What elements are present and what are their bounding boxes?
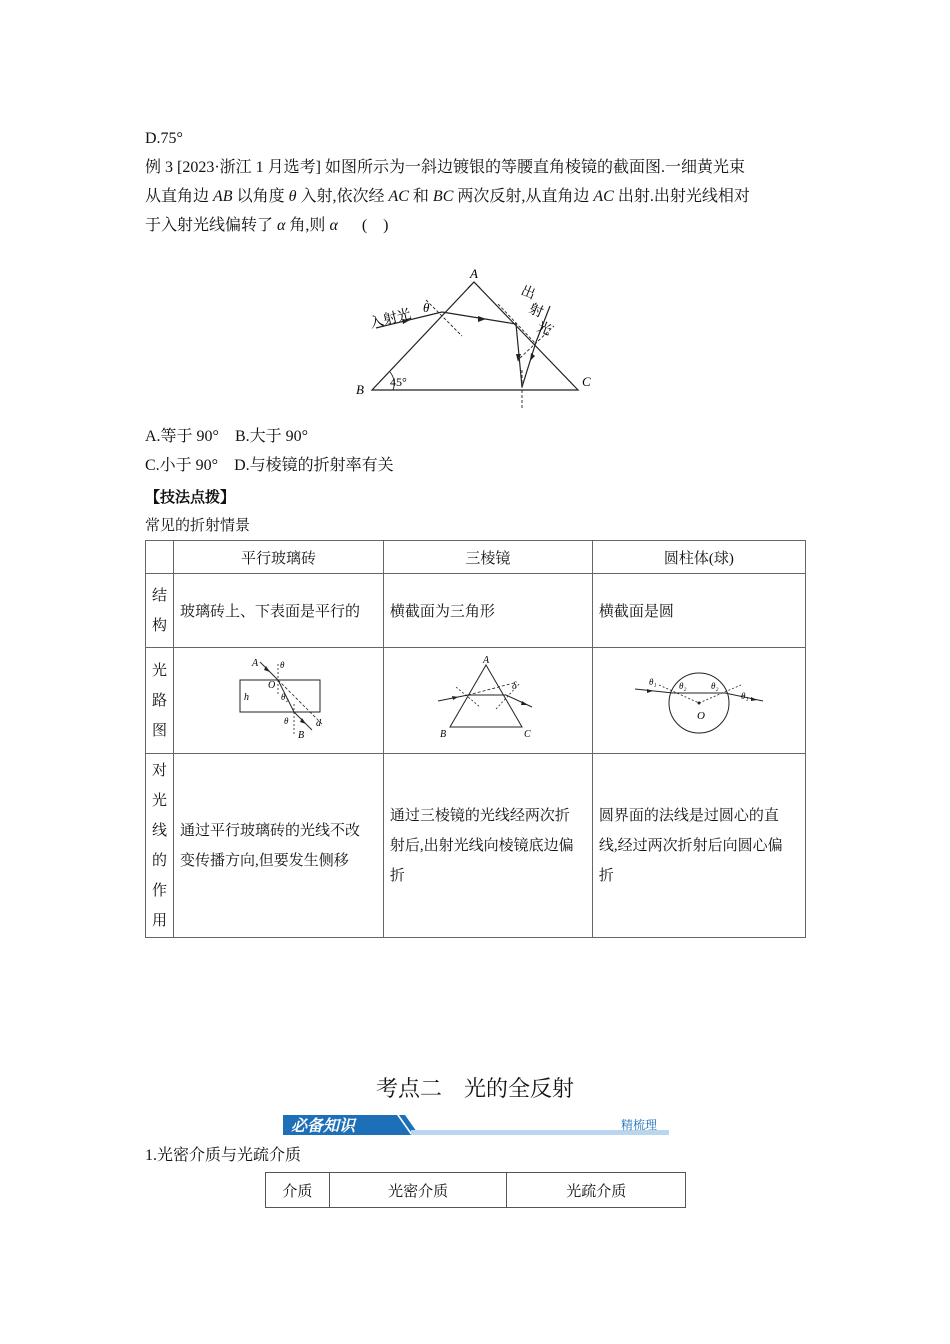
table-caption: 常见的折射情景 xyxy=(145,518,251,534)
vertex-a-label: A xyxy=(470,266,478,281)
options-row-1: A.等于 90° B.大于 90° xyxy=(145,428,309,445)
table-header-row xyxy=(146,541,806,574)
svg-text:O: O xyxy=(696,710,705,722)
svg-text:B: B xyxy=(439,729,446,740)
example-line-1: 例 3 [2023·浙江 1 月选考] 如图所示为一斜边镀银的等腰直角棱镜的截面图.一细黄光束 xyxy=(145,159,745,176)
banner-left-text: 必备知识 xyxy=(291,1118,356,1135)
medium-table xyxy=(265,1172,686,1208)
effect-cylinder: 圆界面的法线是过圆心的直 线,经过两次折射后向圆心偏 折 xyxy=(592,754,805,938)
row-label-structure: 结 构 xyxy=(146,574,174,648)
prism-diagram-cell xyxy=(383,648,592,754)
table-row-effect xyxy=(146,754,806,938)
medium-table-header xyxy=(266,1173,686,1208)
table-row-light-path xyxy=(146,648,806,754)
svg-text:θ₂: θ₂ xyxy=(710,681,719,691)
svg-text:θ₂: θ₂ xyxy=(678,681,687,691)
svg-text:A: A xyxy=(482,655,489,666)
svg-text:θ₂: θ₂ xyxy=(281,692,290,702)
dense-medium-header: 光密介质 xyxy=(329,1173,507,1208)
svg-text:θ: θ xyxy=(284,716,289,726)
options-row-2: C.小于 90° D.与棱镜的折射率有关 xyxy=(145,457,394,474)
sparse-medium-header: 光疏介质 xyxy=(507,1173,686,1208)
incident-light-label: 入射光 xyxy=(368,307,413,332)
header-slab: 平行玻璃砖 xyxy=(174,541,384,574)
structure-prism: 横截面为三角形 xyxy=(383,574,592,648)
refraction-table xyxy=(145,540,806,938)
cylinder-diagram-cell xyxy=(592,648,805,754)
row-label-light-path: 光 路 图 xyxy=(146,648,174,754)
svg-text:C: C xyxy=(523,729,531,740)
banner-right-text: 精梳理 xyxy=(621,1118,658,1132)
svg-text:θ₁: θ₁ xyxy=(648,677,657,687)
svg-text:O: O xyxy=(268,680,276,691)
header-cylinder: 圆柱体(球) xyxy=(592,541,805,574)
example-line-2: 从直角边 AB 以角度 θ 入射,依次经 AC 和 BC 两次反射,从直角边 AC 出射.出射光线相对 xyxy=(145,188,750,205)
svg-text:h: h xyxy=(244,692,250,703)
svg-text:d: d xyxy=(316,718,322,729)
prism-diagram xyxy=(428,653,548,743)
table-row-structure xyxy=(146,574,806,648)
angle-45-label: 45° xyxy=(390,375,407,389)
structure-slab: 玻璃砖上、下表面是平行的 xyxy=(174,574,384,648)
medium-header: 介质 xyxy=(266,1173,330,1208)
row-label-effect: 对 光 线 的 作 用 xyxy=(146,754,174,938)
vertex-c-label: C xyxy=(582,374,591,389)
previous-option-d: D.75° xyxy=(145,130,183,147)
header-prism: 三棱镜 xyxy=(383,541,592,574)
knowledge-banner xyxy=(283,1113,669,1137)
svg-text:θ₁: θ₁ xyxy=(740,691,749,701)
svg-text:A: A xyxy=(252,658,259,669)
tip-heading: 【技法点拨】 xyxy=(145,488,236,506)
theta-label: θ xyxy=(423,300,430,315)
table-corner-cell xyxy=(146,541,174,574)
sub-heading: 1.光密介质与光疏介质 xyxy=(145,1147,302,1164)
vertex-b-label: B xyxy=(356,382,364,397)
exit-label-2: 射 xyxy=(526,301,546,321)
example-line-3: 于入射光线偏转了 α 角,则 α ( ) xyxy=(145,217,389,234)
slab-diagram xyxy=(218,654,338,742)
effect-slab: 通过平行玻璃砖的光线不改 变传播方向,但要发生侧移 xyxy=(174,754,384,938)
cylinder-diagram xyxy=(629,653,769,743)
slab-diagram-cell xyxy=(174,648,384,754)
svg-text:θ: θ xyxy=(280,660,285,670)
svg-text:δ: δ xyxy=(511,681,517,692)
exit-label-3: 光 xyxy=(534,319,554,339)
svg-text:B: B xyxy=(298,730,305,741)
prism-figure xyxy=(350,262,610,414)
section-title: 考点二 光的全反射 xyxy=(375,1076,574,1101)
structure-cylinder: 横截面是圆 xyxy=(592,574,805,648)
effect-prism: 通过三棱镜的光线经两次折 射后,出射光线向棱镜底边偏 折 xyxy=(383,754,592,938)
exit-label-1: 出 xyxy=(518,283,538,303)
